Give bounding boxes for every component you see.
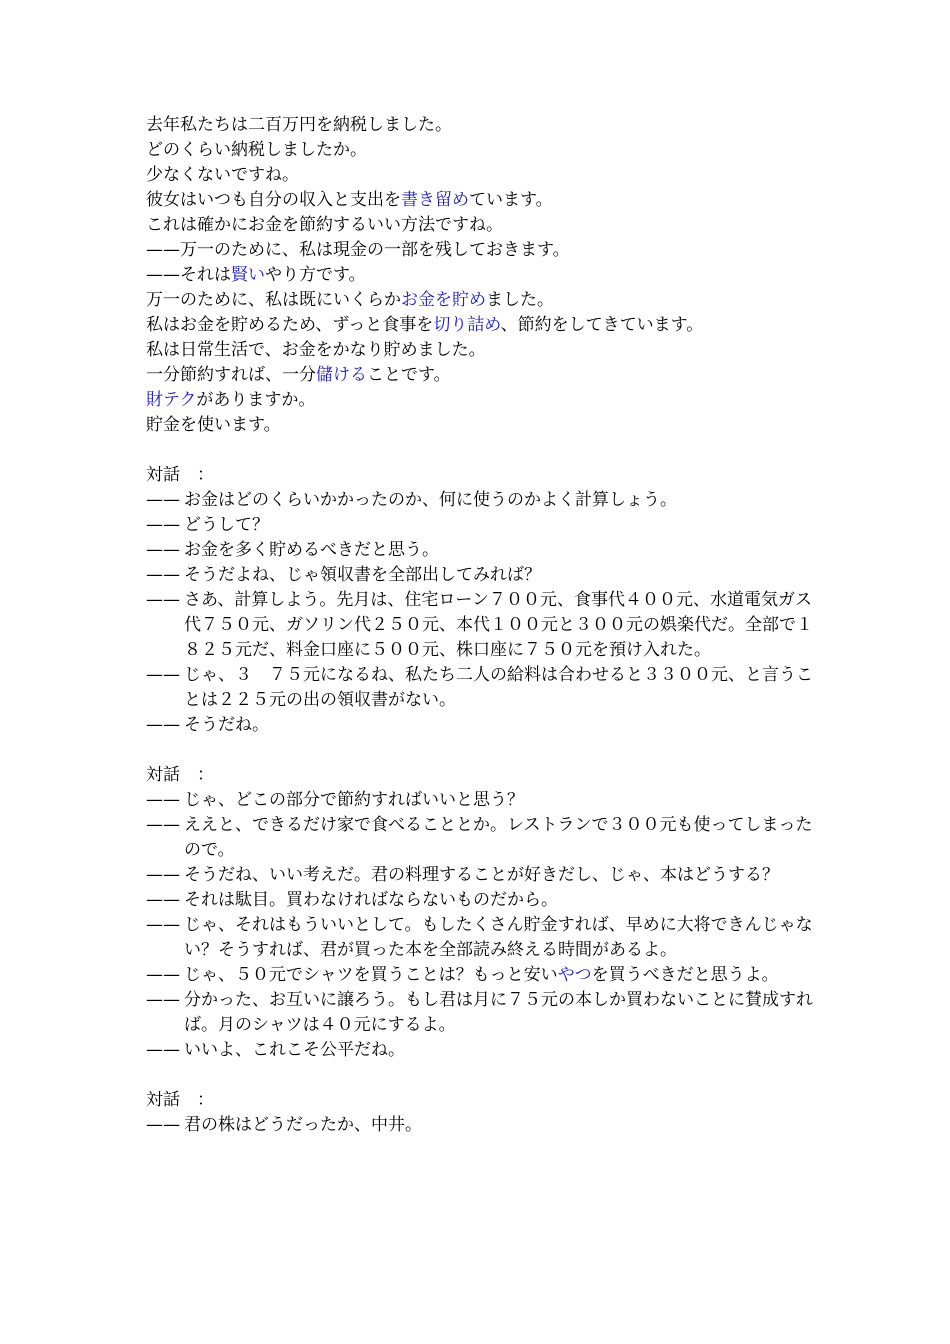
document-page [146,113,826,1138]
dash: —— [146,1040,180,1060]
sentence-11 [146,363,826,388]
dialogue-2-line-2-text: ええと、できるだけ家で食べることとか。レストランで３００元も使ってしまったので。 [184,815,813,860]
spacer [146,1063,826,1088]
sentence-8 [146,288,826,313]
spacer [146,438,826,463]
dash: —— [146,540,180,560]
sentence-6-text: 万一のために、私は現金の一部を残しておきます。 [180,240,570,260]
dialogue-1-line-3 [146,538,826,563]
dialogue-2-line-3-text: そうだね、いい考えだ。君の料理することが好きだし、じゃ、本はどうする？ [184,865,779,885]
dash: —— [146,965,180,985]
sentence-11-part-a: 一分節約すれば、一分 [146,365,316,385]
sentence-7 [146,263,826,288]
dialogue-2-line-7 [146,988,826,1038]
dialogue-2-heading: 対話 ： [146,765,214,785]
dialogue-1-line-4 [146,563,826,588]
dash: —— [146,265,180,285]
sentence-4-part-b: ています。 [469,190,553,210]
sentence-9-part-b: 、節約をしてきています。 [500,315,704,335]
sentence-7-part-a: それは [180,265,231,285]
vocab-kashikoi: 賢い [231,265,265,285]
dialogue-2-line-3 [146,863,826,888]
dialogue-1-line-4-text: そうだよね、じゃ領収書を全部出してみれば？ [184,565,541,585]
sentence-8-part-a: 万一のために、私は既にいくらか [146,290,401,310]
dialogue-2-line-1 [146,788,826,813]
sentence-11-part-b: ことです。 [367,365,451,385]
dash: —— [146,890,180,910]
dash: —— [146,590,180,610]
vocab-zaiteku: 財テク [146,390,197,410]
dialogue-1-line-5 [146,588,826,663]
dialogue-1-line-5-text: さあ、計算しよう。先月は、住宅ローン７００元、食事代４００元、水道電気ガス代７５０元、ガソリン代２５０元、本代１００元と３００元の娯楽代だ。全部で１８２５元だ、料金口座に５００元、株口座に７５０元を預け入れた。 [184,590,813,660]
dialogue-2-line-1-text: じゃ、どこの部分で節約すればいいと思う？ [184,790,524,810]
dialogue-3-heading: 対話 ： [146,1090,214,1110]
sentence-10: 私は日常生活で、お金をかなり貯めました。 [146,340,486,360]
sentence-12-part-b: がありますか。 [196,390,316,410]
sentence-9-part-a: 私はお金を貯めるため、ずっと食事を [146,315,434,335]
dialogue-3-line-1 [146,1113,826,1138]
dialogue-2-line-6-text [184,963,826,988]
dash: —— [146,1115,180,1135]
dialogue-1-line-7 [146,713,826,738]
sentence-9 [146,313,826,338]
dialogue-2-line-8 [146,1038,826,1063]
dialogue-1-heading: 対話 ： [146,465,214,485]
dialogue-2-line-5 [146,913,826,963]
dialogue-1-line-3-text: お金を多く貯めるべきだと思う。 [184,540,439,560]
spacer [146,738,826,763]
sentence-12 [146,388,826,413]
dialogue-1-line-6-text: じゃ、３ ７５元になるね、私たち二人の給料は合わせると３３００元、と言うことは２２５元の出の領収書がない。 [184,665,813,710]
dash: —— [146,990,180,1010]
dialogue-2-line-4 [146,888,826,913]
dash: —— [146,565,180,585]
vocab-yatsu: やつ [557,965,592,985]
dialogue-3-line-1-text: 君の株はどうだったか、中井。 [184,1115,422,1135]
dialogue-1-line-1 [146,488,826,513]
dialogue-2-line-6 [146,963,826,988]
vocab-okane-wo-tame: お金を貯め [401,290,486,310]
dialogue-2-line-8-text: いいよ、これこそ公平だね。 [184,1040,405,1060]
sentence-6 [146,238,826,263]
sentence-1: 去年私たちは二百万円を納税しました。 [146,115,452,135]
dialogue-2-line-2 [146,813,826,863]
sentence-13: 貯金を使います。 [146,415,281,435]
vocab-kiritsume: 切り詰め [433,315,501,335]
dash: —— [146,715,180,735]
sentence-4-part-a: 彼女はいつも自分の収入と支出を [146,190,401,210]
dialogue-2-line-6-part-b: を買うべきだと思うよ。 [591,965,779,985]
dash: —— [146,515,180,535]
dash: —— [146,240,180,260]
dialogue-1-line-7-text: そうだね。 [184,715,269,735]
dialogue-1-line-6 [146,663,826,713]
sentence-2: どのくらい納税しましたか。 [146,140,367,160]
dialogue-2-line-4-text: それは駄目。買わなければならないものだから。 [184,890,558,910]
dash: —— [146,790,180,810]
dialogue-2-line-5-text: じゃ、それはもういいとして。もしたくさん貯金すれば、早めに大将できんじゃない？そうすれば、君が買った本を全部読み終える時間があるよ。 [184,915,813,960]
vocab-mokeru: 儲ける [316,365,367,385]
sentence-4 [146,188,826,213]
sentence-7-part-b: やり方です。 [265,265,366,285]
dialogue-2-line-6-part-a: じゃ、５０元でシャツを買うことは？もっと安い [184,965,558,985]
dash: —— [146,865,180,885]
sentence-8-part-b: ました。 [486,290,554,310]
sentence-3: 少なくないですね。 [146,165,299,185]
dash: —— [146,815,180,835]
dialogue-1-line-2 [146,513,826,538]
dash: —— [146,915,180,935]
dialogue-1-line-2-text: どうして？ [184,515,269,535]
dash: —— [146,665,180,685]
dash: —— [146,490,180,510]
sentence-5: これは確かにお金を節約するいい方法ですね。 [146,215,503,235]
dialogue-1-line-1-text: お金はどのくらいかかったのか、何に使うのかよく計算しょう。 [184,490,677,510]
dialogue-2-line-7-text: 分かった、お互いに譲ろう。もし君は月に７５元の本しか買わないことに賛成すれば。月のシャツは４０元にするよ。 [184,990,813,1035]
vocab-kakitome: 書き留め [401,190,469,210]
